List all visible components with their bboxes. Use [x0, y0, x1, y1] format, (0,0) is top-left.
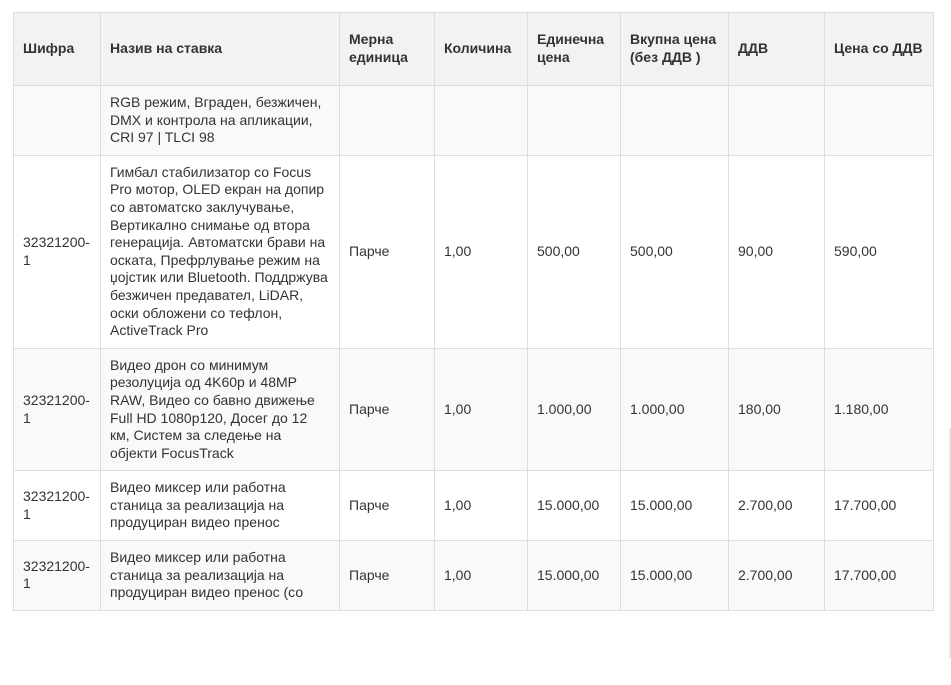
cell-vat: 90,00 — [729, 155, 825, 348]
cell-unit-price — [528, 86, 621, 156]
table-row — [14, 471, 934, 541]
table-row — [14, 155, 934, 348]
header-price-with-vat: Цена со ДДВ — [825, 13, 934, 86]
table-row — [14, 348, 934, 471]
cell-unit-price: 500,00 — [528, 155, 621, 348]
cell-code: 32321200-1 — [14, 541, 101, 611]
cell-total-price: 15.000,00 — [621, 471, 729, 541]
cell-total-price: 15.000,00 — [621, 541, 729, 611]
header-item-name: Назив на ставка — [101, 13, 340, 86]
cell-code: 32321200-1 — [14, 348, 101, 471]
items-table-container — [13, 12, 933, 611]
cell-quantity: 1,00 — [435, 471, 528, 541]
cell-quantity: 1,00 — [435, 541, 528, 611]
cell-quantity: 1,00 — [435, 348, 528, 471]
header-code: Шифра — [14, 13, 101, 86]
cell-item-name: Видео миксер или работна станица за реализација на продуциран видео пренос — [101, 471, 340, 541]
cell-unit: Парче — [340, 541, 435, 611]
table-row — [14, 541, 934, 611]
cell-price-with-vat: 17.700,00 — [825, 471, 934, 541]
cell-price-with-vat: 590,00 — [825, 155, 934, 348]
cell-price-with-vat — [825, 86, 934, 156]
table-row — [14, 86, 934, 156]
cell-vat: 180,00 — [729, 348, 825, 471]
cell-unit — [340, 86, 435, 156]
cell-unit-price: 1.000,00 — [528, 348, 621, 471]
cell-unit: Парче — [340, 155, 435, 348]
cell-price-with-vat: 1.180,00 — [825, 348, 934, 471]
cell-unit-price: 15.000,00 — [528, 471, 621, 541]
table-header-row — [14, 13, 934, 86]
cell-quantity — [435, 86, 528, 156]
cell-code — [14, 86, 101, 156]
header-vat: ДДВ — [729, 13, 825, 86]
cell-code: 32321200-1 — [14, 155, 101, 348]
cell-item-name: Гимбал стабилизатор со Focus Pro мотор, OLED екран на допир со автоматско заклучување, Вертикално снимање од втора генерација. Автоматски брави на оската, Префрлување режим на џојстик или Bluetooth. Поддржува безжичен предавател, LiDAR, оски обложени со тефлон, ActiveTrack Pro — [101, 155, 340, 348]
cell-quantity: 1,00 — [435, 155, 528, 348]
cell-price-with-vat: 17.700,00 — [825, 541, 934, 611]
cell-unit-price: 15.000,00 — [528, 541, 621, 611]
cell-total-price: 500,00 — [621, 155, 729, 348]
header-unit: Мерна единица — [340, 13, 435, 86]
cell-item-name: Видео миксер или работна станица за реализација на продуциран видео пренос (со — [101, 541, 340, 611]
cell-vat — [729, 86, 825, 156]
cell-vat: 2.700,00 — [729, 471, 825, 541]
header-total-price: Вкупна цена (без ДДВ ) — [621, 13, 729, 86]
cell-unit: Парче — [340, 471, 435, 541]
cell-total-price: 1.000,00 — [621, 348, 729, 471]
cell-unit: Парче — [340, 348, 435, 471]
items-table — [13, 12, 934, 611]
header-unit-price: Единечна цена — [528, 13, 621, 86]
cell-total-price — [621, 86, 729, 156]
cell-vat: 2.700,00 — [729, 541, 825, 611]
cell-item-name: Видео дрон со минимум резолуција од 4K60p и 48MP RAW, Видео со бавно движење Full HD 1080p120, Досег до 12 км, Систем за следење на објекти FocusTrack — [101, 348, 340, 471]
cell-code: 32321200-1 — [14, 471, 101, 541]
header-quantity: Количина — [435, 13, 528, 86]
cell-item-name: RGB режим, Вграден, безжичен, DMX и контрола на апликации, CRI 97 | TLCI 98 — [101, 86, 340, 156]
